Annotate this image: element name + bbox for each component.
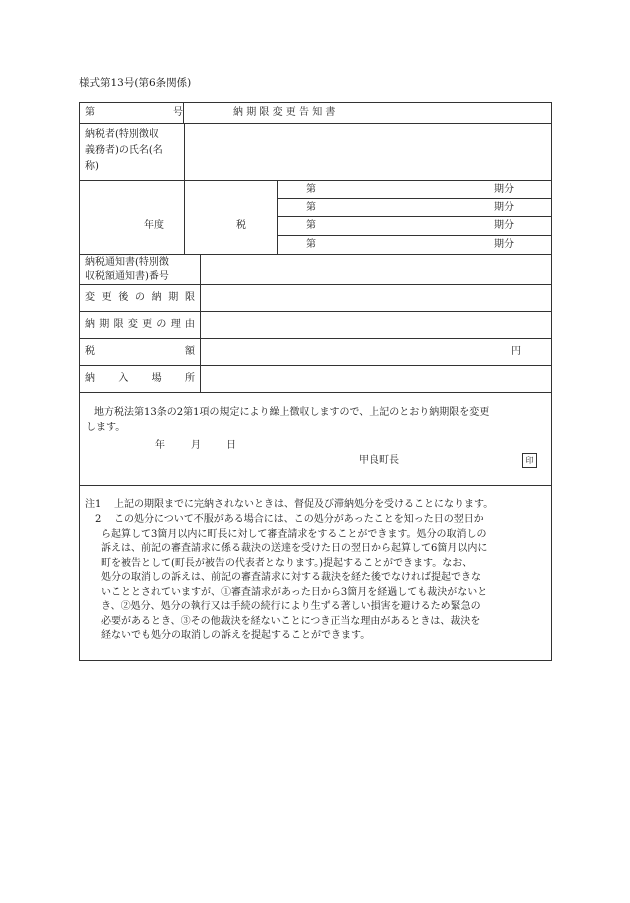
form-number: 様式第13号(第6条関係)	[79, 77, 192, 89]
row-divider	[79, 338, 552, 339]
period-divider	[277, 216, 552, 217]
period-prefix: 第	[306, 220, 316, 231]
fiscal-year-label: 年度	[144, 220, 164, 231]
yen-unit: 円	[511, 346, 521, 357]
number-prefix: 第	[85, 107, 95, 118]
statement-text	[86, 406, 490, 435]
table-top-border	[79, 102, 552, 103]
period-suffix: 期分	[494, 239, 514, 250]
issuer-name: 甲良町長	[359, 455, 399, 466]
note2-line: この処分について不服がある場合には、この処分があったことを知った日の翌日か	[114, 514, 484, 525]
row-divider	[79, 123, 552, 124]
row-divider	[79, 284, 552, 285]
note2-line: ら起算して3箇月以内に町長に対して審査請求をすることができます。処分の取消しの	[101, 528, 487, 540]
row-divider	[79, 311, 552, 312]
notes-right-border	[551, 485, 552, 660]
col-divider	[183, 102, 184, 124]
change-reason-label: 納 期 限 変 更 の 理 由	[85, 319, 195, 330]
row-divider	[79, 254, 552, 255]
note2-line: 町を被告として(町長が被告の代表者となります。)提起することができます。なお、	[101, 557, 473, 569]
period-prefix: 第	[306, 202, 316, 213]
note2-line: 訴えは、前記の審査請求に係る裁決の送達を受けた日の翌日から起算して6箇月以内に	[101, 543, 488, 554]
statement-right-border	[551, 392, 552, 486]
note2-line: 処分の取消しの訴えは、前記の審査請求に対する裁決を経た後でなければ提起できな	[101, 572, 481, 583]
period-suffix: 期分	[494, 184, 514, 195]
period-prefix: 第	[306, 239, 316, 250]
col-divider	[200, 254, 201, 392]
date-year: 年	[155, 440, 165, 451]
col-divider	[184, 123, 185, 254]
period-prefix: 第	[306, 184, 316, 195]
seal-mark: 印	[522, 453, 537, 468]
note2-line: いこととされていますが、①審査請求があった日から3箇月を経過しても裁決がないと	[101, 586, 488, 598]
note2-line: き、②処分、処分の執行又は手続の続行により生ずる著しい損害を避けるため緊急の	[101, 601, 481, 612]
payment-place-label: 納 入 場 所	[85, 373, 195, 384]
note1-text: 上記の期限までに完納されないときは、督促及び滞納処分を受けることになります。	[114, 499, 494, 510]
date-month: 月	[191, 440, 201, 451]
taxpayer-label-line: 義務者)の氏名(名	[85, 145, 163, 156]
note2-text	[101, 513, 487, 644]
statement-line: 地方税法第13条の2第1項の規定により繰上徴収しますので、上記のとおり納期限を変更	[94, 407, 490, 418]
changed-due-date-label: 変 更 後 の 納 期 限	[85, 292, 195, 303]
taxpayer-label-line: 称)	[85, 161, 99, 172]
note2-line: 経ないでも処分の取消しの訴えを提起することができます。	[101, 630, 371, 641]
period-divider	[277, 235, 552, 236]
period-divider	[277, 198, 552, 199]
row-divider	[79, 365, 552, 366]
notes-left-border	[79, 485, 80, 660]
tax-type-label: 税	[236, 220, 246, 231]
statement-bottom-border	[79, 485, 552, 486]
row-divider	[79, 392, 552, 393]
notes-bottom-border	[79, 660, 552, 661]
statement-left-border	[79, 392, 80, 486]
period-suffix: 期分	[494, 220, 514, 231]
period-suffix: 期分	[494, 202, 514, 213]
table-right-border	[551, 102, 552, 393]
row-divider	[79, 180, 552, 181]
document-title: 納期限変更告知書	[233, 107, 339, 118]
notice-number-label-line: 納税通知書(特別徴	[85, 257, 169, 268]
table-left-border	[79, 102, 80, 393]
number-suffix: 号	[173, 107, 183, 118]
note2-prefix: 2	[95, 514, 102, 525]
taxpayer-label-line: 納税者(特別徴収	[85, 129, 159, 140]
date-day: 日	[226, 440, 236, 451]
note2-line: 必要があるとき、③その他裁決を経ないことにつき正当な理由があるときは、裁決を	[101, 615, 481, 627]
tax-amount-label: 税 額	[85, 346, 195, 357]
col-divider	[277, 180, 278, 254]
note1-prefix: 注1	[85, 499, 102, 510]
notice-number-label-line: 収税額通知書)番号	[85, 271, 169, 282]
statement-line: します。	[86, 421, 126, 433]
